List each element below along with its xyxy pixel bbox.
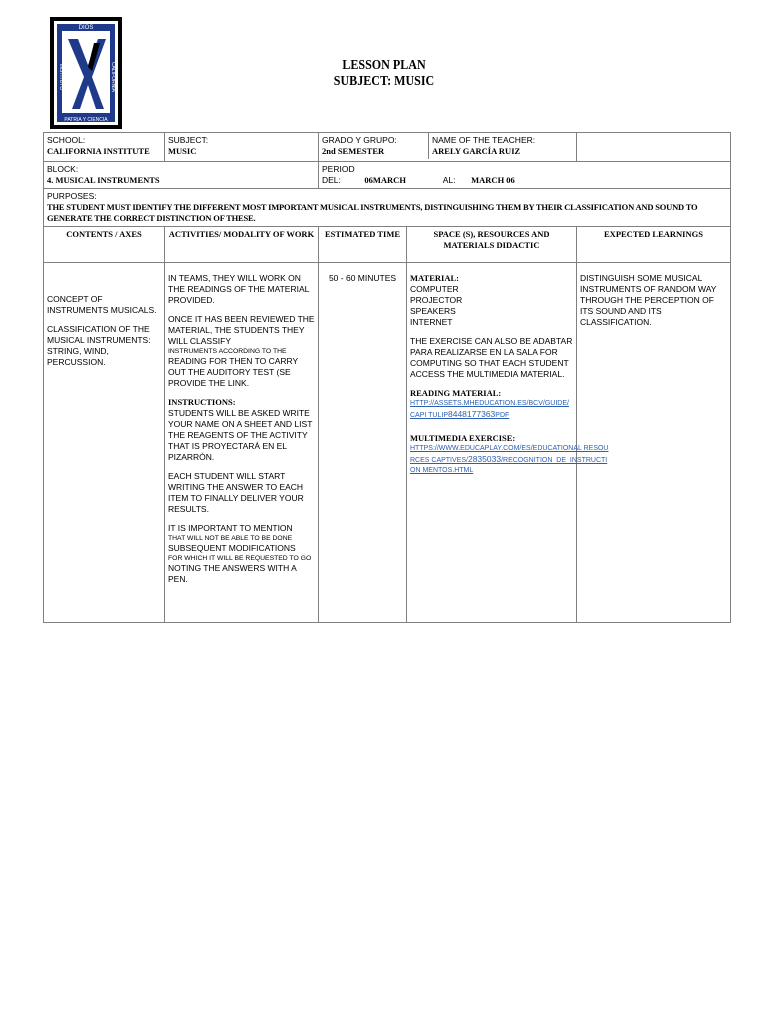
activity-paragraph: EACH STUDENT WILL START WRITING THE ANSWER TO EACH ITEM TO FINALLY DELIVER YOUR RESULTS.	[168, 471, 304, 514]
subject-cell	[165, 133, 319, 162]
material-item: COMPUTER	[410, 284, 459, 294]
exercise-text: THE EXERCISE CAN ALSO BE ADABTAR PARA REALIZARSE EN LA SALA FOR COMPUTING SO THAT EACH STUDENT ACCESS THE MULTIMEDIA MATERIAL.	[410, 336, 573, 379]
svg-text:INSTITUTO: INSTITUTO	[58, 63, 64, 91]
block-label: BLOCK:	[47, 164, 79, 174]
contents-cell	[44, 263, 165, 623]
estimated-time-value: 50 - 60 MINUTES	[328, 273, 397, 283]
column-header-contents: CONTENTS / AXES	[44, 227, 165, 263]
block-value: 4. MUSICAL INSTRUMENTS	[47, 175, 160, 185]
activity-paragraph: STUDENTS WILL BE ASKED WRITE YOUR NAME ON A SHEET AND LIST THE REAGENTS OF THE ACTIVITY THAT IS PROYECTARÁ EN EL PIZARRÓN.	[168, 408, 313, 462]
school-cell	[44, 133, 165, 162]
activity-small-text: THAT WILL NOT BE ABLE TO BE DONE	[168, 535, 293, 542]
teacher-extension-cell	[577, 133, 731, 162]
activities-cell	[165, 263, 319, 623]
material-item: PROJECTOR	[410, 295, 463, 305]
column-header-learnings: EXPECTED LEARNINGS	[577, 227, 731, 263]
activity-paragraph: IT IS IMPORTANT TO MENTION	[168, 523, 293, 533]
school-value: CALIFORNIA INSTITUTE	[47, 146, 150, 156]
space-cell	[407, 263, 609, 623]
material-item: SPEAKERS	[410, 306, 456, 316]
reading-material-label: READING MATERIAL:	[410, 388, 502, 398]
svg-text:PATRIA Y CIENCIA: PATRIA Y CIENCIA	[64, 117, 108, 123]
activity-small-text: FOR WHICH IT WILL BE REQUESTED TO GO	[168, 555, 312, 562]
subject-value: MUSIC	[168, 146, 197, 156]
period-label: PERIOD	[322, 164, 355, 174]
purposes-label: PURPOSES:	[47, 191, 97, 201]
activity-small-text: INSTRUMENTS ACCORDING TO THE	[168, 348, 287, 355]
instructions-label: INSTRUCTIONS:	[168, 397, 236, 407]
activity-paragraph: NOTING THE ANSWERS WITH A PEN.	[168, 563, 297, 584]
reading-material-link[interactable]: HTTP://ASSETS.MHEDUCATION.ES/BCV/GUIDE/CAPI TULIP8448177363PDF	[410, 400, 569, 419]
multimedia-exercise-label: MULTIMEDIA EXERCISE:	[410, 433, 516, 443]
learnings-cell	[577, 263, 731, 623]
teacher-label: NAME OF THE TEACHER:	[432, 135, 536, 145]
del-value: 06MARCH	[364, 175, 406, 185]
material-label: MATERIAL:	[410, 273, 459, 283]
activity-paragraph: IN TEAMS, THEY WILL WORK ON THE READINGS OF THE MATERIAL PROVIDED.	[168, 273, 310, 305]
grade-label: GRADO Y GRUPO:	[322, 135, 397, 145]
grade-cell	[319, 133, 577, 162]
purposes-cell	[44, 189, 731, 227]
column-header-space: SPACE (S), RESOURCES AND MATERIALS DIDACTIC	[407, 227, 577, 263]
expected-learnings-text: DISTINGUISH SOME MUSICAL INSTRUMENTS OF RANDOM WAY THROUGH THE PERCEPTION OF ITS SOUND AND ITS CLASSIFICATION.	[580, 273, 717, 327]
svg-text:CALIFORNIA: CALIFORNIA	[110, 61, 116, 93]
al-label: AL:	[442, 175, 456, 185]
material-item: INTERNET	[410, 317, 453, 327]
school-label: SCHOOL:	[47, 135, 86, 145]
page-subtitle: SUBJECT: MUSIC	[333, 74, 435, 89]
del-label: DEL:	[322, 175, 341, 185]
page-title: LESSON PLAN	[342, 58, 426, 73]
period-cell	[319, 162, 731, 189]
subject-label: SUBJECT:	[168, 135, 209, 145]
activity-paragraph: READING FOR THEN TO CARRY OUT THE AUDITORY TEST (SE PROVIDE THE LINK.	[168, 356, 299, 388]
al-value: MARCH 06	[471, 175, 515, 185]
contents-paragraph: CLASSIFICATION OF THE MUSICAL INSTRUMENTS: STRING, WIND, PERCUSSION.	[47, 324, 151, 367]
time-cell	[319, 263, 407, 623]
teacher-value: ARELY GARCÍA RUIZ	[432, 146, 521, 156]
contents-paragraph: CONCEPT OF INSTRUMENTS MUSICALS.	[47, 294, 157, 315]
svg-text:DIOS: DIOS	[78, 25, 94, 31]
column-header-time: ESTIMATED TIME	[319, 227, 407, 263]
grade-value: 2nd SEMESTER	[322, 146, 385, 156]
block-cell	[44, 162, 319, 189]
lesson-plan-table	[43, 132, 731, 623]
activity-paragraph: ONCE IT HAS BEEN REVIEWED THE MATERIAL, THE STUDENTS THEY WILL CLASSIFY	[168, 314, 315, 346]
purposes-value: THE STUDENT MUST IDENTIFY THE DIFFERENT MOST IMPORTANT MUSICAL INSTRUMENTS, DISTINGUISHING THEM BY THEIR CLASSIFICATION AND SOUND TO GENERATE THE CORRECT DISTINCTION OF THESE.	[47, 202, 698, 223]
activity-paragraph: SUBSEQUENT MODIFICATIONS	[168, 543, 296, 553]
column-header-activities: ACTIVITIES/ MODALITY OF WORK	[165, 227, 319, 263]
multimedia-exercise-link[interactable]: HTTPS://WWW.EDUCAPLAY.COM/ES/EDUCATIONAL RESOURCES CAPTIVES/2835033/RECOGNITION_DE_INSTRUCTION MENTOS.HTML	[410, 445, 609, 474]
